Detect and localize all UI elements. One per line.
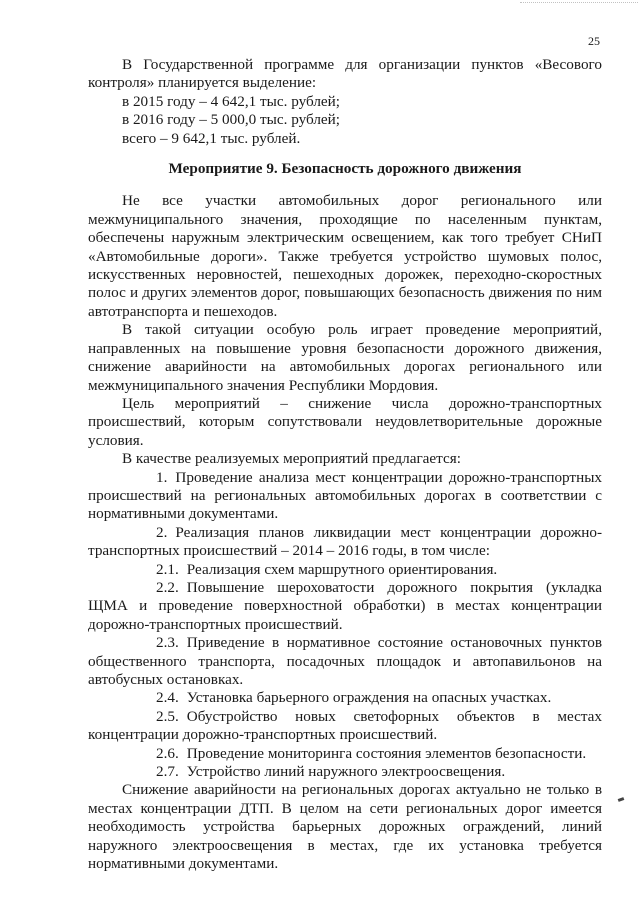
list-item-text: Устройство линий наружного электроосвещения. — [186, 763, 506, 781]
list-item — [88, 763, 602, 781]
list-item-text: Приведение в нормативное состояние остановочных пунктов общественного транспорта, посадочных площадок и автопавильонов на автобусных остановках. — [88, 634, 602, 688]
list-item — [88, 708, 602, 745]
list-item-number: 2.4. — [156, 689, 179, 707]
list-item-text: Обустройство новых светофорных объектов в местах концентрации дорожно-транспортных происшествий. — [88, 707, 602, 744]
funding-line-2015: в 2015 году – 4 642,1 тыс. рублей; — [122, 92, 340, 110]
list-item-number: 1. — [156, 468, 168, 486]
list-item — [88, 561, 602, 579]
list-item-text: Проведение анализа мест концентрации дорожно-транспортных происшествий на региональных автомобильных дорогах в соответствии с нормативными документами. — [88, 468, 602, 523]
funding-line-2016: в 2016 году – 5 000,0 тыс. рублей; — [122, 111, 340, 129]
funding-line-total: всего – 9 642,1 тыс. рублей. — [122, 129, 301, 147]
paragraph-measures-intro: В качестве реализуемых мероприятий предлагается: — [122, 450, 461, 468]
list-item-number: 2.5. — [156, 707, 179, 725]
paragraph-importance: В такой ситуации особую роль играет проведение мероприятий, направленных на повышение уровня безопасности дорожного движения, снижение аварийности на автомобильных дорогах регионального или межмуниципального значения Республики Мордовия. — [88, 321, 602, 394]
list-item — [88, 689, 602, 707]
list-item-text: Проведение мониторинга состояния элементов безопасности. — [186, 744, 587, 762]
list-item-text: Повышение шероховатости дорожного покрытия (укладка ЩМА и проведение поверхностной обработки) в местах концентрации дорожно-транспортных происшествий. — [88, 578, 602, 633]
list-item-number: 2.1. — [156, 560, 179, 578]
list-item-number: 2.3. — [156, 634, 179, 652]
scan-artifact — [520, 2, 638, 7]
list-item-number: 2.7. — [156, 763, 179, 781]
list-item-text: Реализация планов ликвидации мест концентрации дорожно-транспортных происшествий – 2014 – 2016 годы, в том числе: — [88, 523, 602, 560]
list-item-text: Установка барьерного ограждения на опасных участках. — [186, 689, 552, 707]
list-item — [88, 745, 602, 763]
margin-mark — [618, 797, 625, 802]
list-item-number: 2.6. — [156, 744, 179, 762]
list-item — [88, 469, 602, 524]
list-item — [88, 579, 602, 634]
list-item — [88, 524, 602, 561]
section-heading: Мероприятие 9. Безопасность дорожного движения — [168, 160, 522, 178]
list-item-number: 2.2. — [156, 578, 179, 596]
paragraph-goal: Цель мероприятий – снижение числа дорожно-транспортных происшествий, которым сопутствовали неудовлетворительные дорожные условия. — [88, 394, 602, 449]
document-body — [88, 56, 602, 873]
list-item — [88, 634, 602, 689]
page-number: 25 — [588, 34, 600, 48]
list-item-number: 2. — [156, 523, 168, 541]
intro-paragraph: В Государственной программе для организации пунктов «Весового контроля» планируется выделение: — [88, 56, 602, 92]
paragraph-lighting: Не все участки автомобильных дорог регионального или межмуниципального значения, проходящие по населенным пунктам, обеспечены наружным электрическим освещением, как того требует СНиП «Автомобильные дороги». Также требуется устройство шумовых полос, искусственных неровностей, пешеходных дорожек, переходно-скоростных полос и других элементов дорог, повышающих безопасность движения по ним автотранспорта и пешеходов. — [88, 192, 602, 320]
list-item-text: Реализация схем маршрутного ориентирования. — [186, 560, 498, 578]
closing-paragraph: Снижение аварийности на региональных дорогах актуально не только в местах концентрации ДТП. В целом на сети региональных дорог имеется необходимость устройства барьерных дорожных ограждений, линий наружного электроосвещения в местах, где их установка требуется нормативными документами. — [88, 781, 602, 873]
